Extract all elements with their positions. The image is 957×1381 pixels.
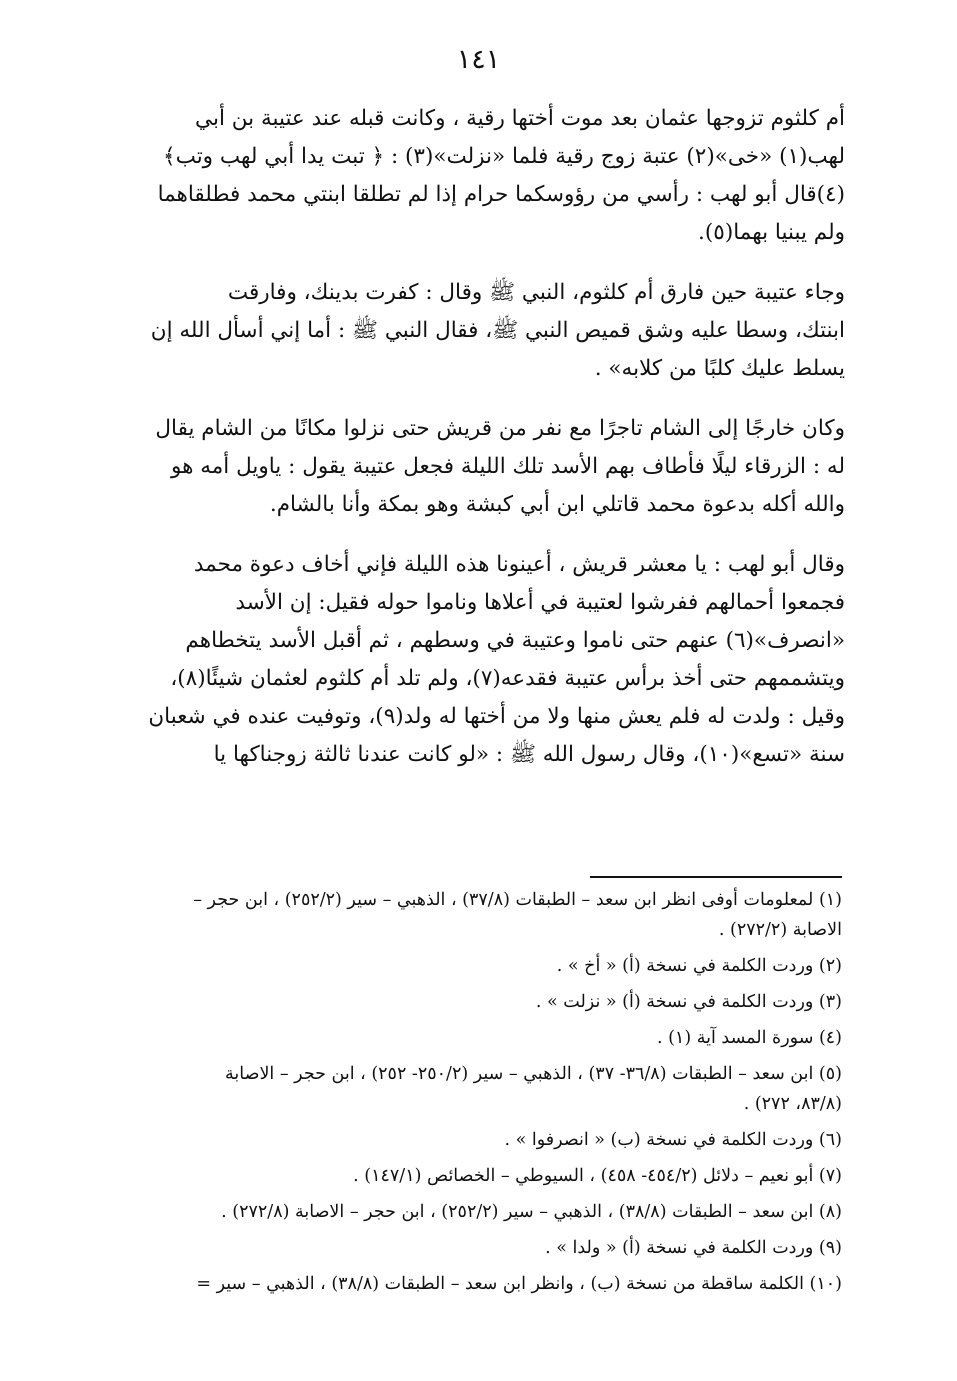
footnote-line: (٣) وردت الكلمة في نسخة (أ) « نزلت » . <box>535 992 842 1012</box>
footnote <box>118 1161 842 1191</box>
text-line: وجاء عتيبة حين فارق أم كلثوم، النبي ﷺ وقال : كفرت بدينك، وفارقت <box>227 280 845 305</box>
footnote <box>118 885 842 945</box>
text-line: يسلط عليك كلبًا من كلابه» . <box>594 356 845 381</box>
text-line: «انصرف»(٦) عنهم حتى ناموا وعتيبة في وسطهم ، ثم أقبل الأسد يتخطاهم <box>185 628 845 653</box>
paragraph <box>125 100 845 252</box>
footnote <box>118 987 842 1017</box>
text-line: سنة «تسع»(١٠)، وقال رسول الله ﷺ : «لو كانت عندنا ثالثة زوجناكها يا <box>213 742 845 767</box>
text-line: ولم يبنيا بهما(٥). <box>698 220 845 245</box>
paragraph <box>125 274 845 388</box>
text-line: لهب(١) «خى»(٢) عتبة زوج رقية فلما «نزلت»(٣) : ﴿ تبت يدا أبي لهب وتب﴾ <box>162 144 845 169</box>
text-line: وقيل : ولدت له فلم يعش منها ولا من أختها له ولد(٩)، وتوفيت عنده في شعبان <box>148 704 845 729</box>
text-line: والله أكله بدعوة محمد قاتلي ابن أبي كبشة وهو بمكة وأنا بالشام. <box>269 492 845 517</box>
footnote <box>118 1023 842 1053</box>
text-line: ابنتك، وسطا عليه وشق قميص النبي ﷺ، فقال النبي ﷺ : أما إني أسأل الله إن <box>150 318 845 343</box>
text-line: له : الزرقاء ليلًا فأطاف بهم الأسد تلك الليلة فجعل عتيبة يقول : ياويل أمه هو <box>170 454 845 479</box>
paragraph <box>125 410 845 524</box>
paragraph <box>125 546 845 774</box>
footnotes <box>118 885 842 1305</box>
text-line: وقال أبو لهب : يا معشر قريش ، أعينونا هذه الليلة فإني أخاف دعوة محمد <box>193 552 845 577</box>
text-line: أم كلثوم تزوجها عثمان بعد موت أختها رقية ، وكانت قبله عند عتيبة بن أبي <box>195 106 845 131</box>
footnote-line: (٢) وردت الكلمة في نسخة (أ) « أخ » . <box>556 956 842 976</box>
footnote <box>118 951 842 981</box>
text-line: (٤)قال أبو لهب : رأسي من رؤوسكما حرام إذا لم تطلقا ابنتي محمد فطلقاهما <box>157 182 845 207</box>
footnote <box>118 1125 842 1155</box>
footnote-divider <box>590 876 842 878</box>
footnote-line: (١٠) الكلمة ساقطة من نسخة (ب) ، وانظر ابن سعد – الطبقات (٣٨/٨) ، الذهبي – سير = <box>196 1274 842 1294</box>
page-number: ١٤١ <box>456 44 501 75</box>
text-line: وكان خارجًا إلى الشام تاجرًا مع نفر من قريش حتى نزلوا مكانًا من الشام يقال <box>155 416 845 441</box>
footnote-line: الاصابة (٢٧٢/٢) . <box>718 920 842 940</box>
footnote <box>118 1269 842 1299</box>
footnote-line: (٤) سورة المسد آية (١) . <box>656 1028 842 1048</box>
footnote <box>118 1197 842 1227</box>
footnote-line: (١) لمعلومات أوفى انظر ابن سعد – الطبقات (٣٧/٨) ، الذهبي – سير (٢٥٢/٢) ، ابن حجر – <box>193 890 842 910</box>
footnote-line: (٩) وردت الكلمة في نسخة (أ) « ولدا » . <box>545 1238 842 1258</box>
footnote-line: (٧) أبو نعيم – دلائل (٤٥٤/٢- ٤٥٨) ، السيوطي – الخصائص (١٤٧/١) . <box>353 1166 842 1186</box>
footnote-line: (٦) وردت الكلمة في نسخة (ب) « انصرفوا » . <box>504 1130 842 1150</box>
main-text <box>125 100 845 796</box>
text-line: فجمعوا أحمالهم ففرشوا لعتيبة في أعلاها وناموا حوله فقيل: إن الأسد <box>235 590 845 615</box>
text-line: ويتشممهم حتى أخذ برأس عتيبة فقدعه(٧)، ولم تلد أم كلثوم لعثمان شيئًا(٨)، <box>170 666 845 691</box>
footnote-line: (٨) ابن سعد – الطبقات (٣٨/٨) ، الذهبي – سير (٢٥٢/٢) ، ابن حجر – الاصابة (٢٧٢/٨) . <box>221 1202 842 1222</box>
footnote-line: (٨٣/٨، ٢٧٢) . <box>743 1094 842 1114</box>
footnote <box>118 1233 842 1263</box>
footnote-line: (٥) ابن سعد – الطبقات (٣٦/٨- ٣٧) ، الذهبي – سير (٢٥٠/٢- ٢٥٢) ، ابن حجر – الاصابة <box>225 1064 842 1084</box>
footnote <box>118 1059 842 1119</box>
